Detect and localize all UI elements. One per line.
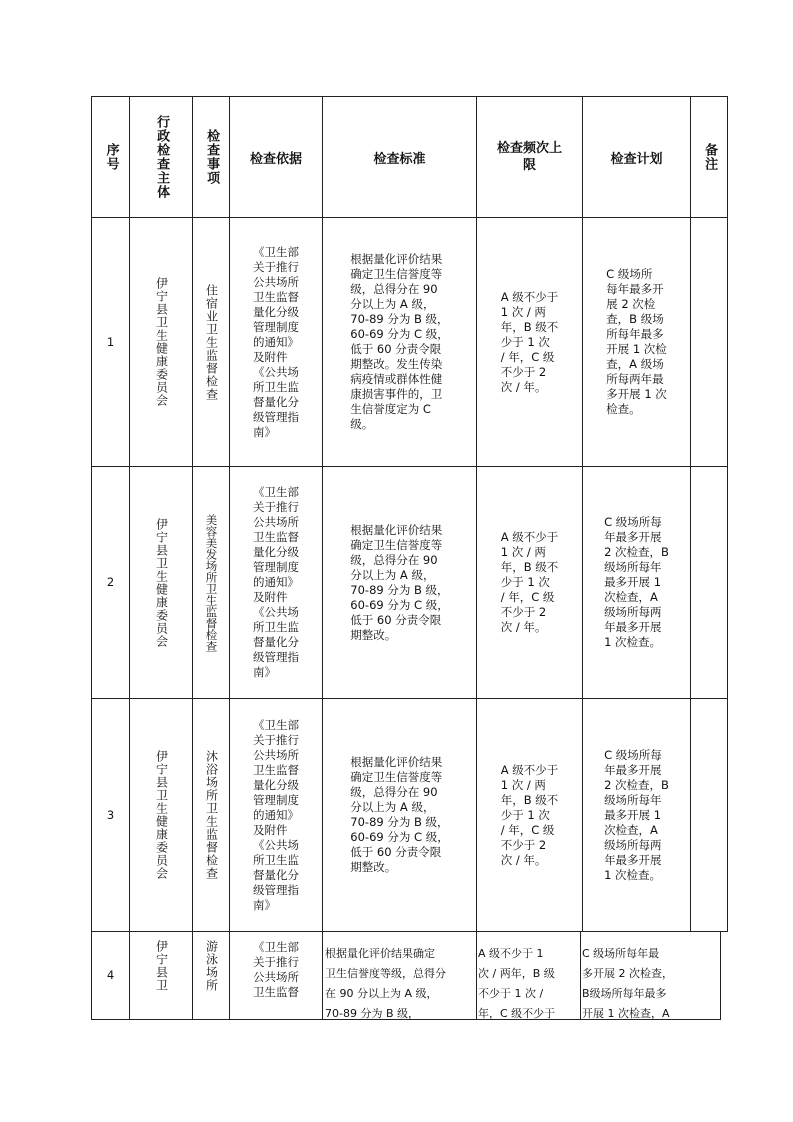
- row-3-basis: 《卫生部 关于推行 公共场所 卫生监督 量化分级 管理制度 的通知》 及附件 《公共场 所卫生监 督量化分 级管理指 南》: [253, 717, 299, 912]
- header-note: [691, 97, 727, 217]
- row-1-num: 1: [106, 334, 115, 349]
- row-2-basis: 《卫生部 关于推行 公共场所 卫生监督 量化分级 管理制度 的通知》 及附件 《公共场 所卫生监 督量化分 级管理指 南》: [253, 485, 299, 679]
- header-subject: [130, 97, 192, 217]
- header-freq: [477, 97, 582, 217]
- row-1-subject: 伊宁县卫生健康委员会: [154, 277, 169, 407]
- row-1-item: 住宿业卫生监督检查: [204, 283, 219, 401]
- row-4-freq: A 级不少于 1 次 / 两年，B 级 不少于 1 次 / 年，C 级不少于: [478, 947, 556, 1019]
- row-3-subject: 伊宁县卫生健康委员会: [154, 750, 169, 880]
- row-3-num: 3: [106, 807, 115, 822]
- header-note-label: 备注: [702, 143, 718, 171]
- header-basis: [230, 97, 322, 217]
- row-1-freq: A 级不少于 1 次 / 两 年，B 级不 少于 1 次 / 年，C 级 不少于 2 次 / 年。: [500, 289, 559, 394]
- row-1-basis: 《卫生部 关于推行 公共场所 卫生监督 量化分级 管理制度 的通知》 及附件 《公共场 所卫生监 督量化分 级管理指 南》: [253, 244, 299, 439]
- row-3-freq: A 级不少于 1 次 / 两 年，B 级不 少于 1 次 / 年，C 级 不少于 2 次 / 年。: [500, 762, 559, 867]
- header-seq-label: 序号: [103, 143, 119, 171]
- col-divider: [476, 931, 477, 1020]
- col-divider: [690, 96, 691, 932]
- row-3-standard: 根据量化评价结果 确定卫生信誉度等 级，总得分在 90 分以上为 A 级， 70-89 分为 B 级， 60-69 分为 C 级， 低于 60 分责令限 期整改。: [350, 755, 449, 874]
- header-item: [193, 97, 229, 217]
- row-4-subject: 伊宁县卫: [154, 940, 169, 992]
- col-divider: [580, 931, 581, 1020]
- header-subject-label: 行政检查主体: [154, 115, 170, 199]
- header-item-label: 检查事项: [204, 129, 220, 185]
- row-3-item: 沐浴场所卫生监督检查: [204, 750, 219, 880]
- row-2-plan: C 级场所每 年最多开展 2 次检查，B 级场所每年 最多开展 1 次检查，A 级场所每两 年最多开展 1 次检查。: [604, 515, 669, 649]
- header-freq-label: 检查频次上限: [496, 141, 562, 173]
- row-4-num: 4: [106, 968, 115, 982]
- row-1-standard: 根据量化评价结果 确定卫生信誉度等 级，总得分在 90 分以上为 A 级， 70-89 分为 B 级， 60-69 分为 C 级， 低于 60 分责令限 期整改。发生传染 病疫情或群体性健 康损害事件的，卫 生信誉度定为 C 级。: [350, 252, 449, 431]
- row-3-plan: C 级场所每 年最多开展 2 次检查，B 级场所每年 最多开展 1 次检查，A 级场所每两 年最多开展 1 次检查。: [604, 747, 669, 882]
- row-1-plan: C 级场所 每年最多开 展 2 次检 查，B 级场 所每年最多 开展 1 次检 查，A 级场 所每两年最 多开展 1 次 检查。: [606, 267, 667, 416]
- header-plan-label: 检查计划: [610, 151, 663, 167]
- row-4-basis: 《卫生部 关于推行 公共场所 卫生监督: [253, 940, 299, 999]
- row-2-freq: A 级不少于 1 次 / 两 年，B 级不 少于 1 次 / 年，C 级 不少于 2 次 / 年。: [500, 530, 559, 634]
- header-basis-label: 检查依据: [249, 151, 302, 167]
- row-2-standard: 根据量化评价结果 确定卫生信誉度等 级，总得分在 90 分以上为 A 级， 70-89 分为 B 级， 60-69 分为 C 级， 低于 60 分责令限 期整改。: [350, 522, 449, 642]
- header-standard-label: 检查标准: [373, 151, 426, 167]
- header-standard: [323, 97, 476, 217]
- row-4-item: 游泳场所: [204, 940, 219, 992]
- row-2-subject: 伊宁县卫生健康委员会: [154, 517, 169, 648]
- row-4-standard: 根据量化评价结果确定 卫生信誉度等级，总得分 在 90 分以上为 A 级， 70-89 分为 B 级，: [325, 947, 446, 1019]
- header-plan: [583, 97, 690, 217]
- header-seq: [92, 97, 129, 217]
- row-4-plan: C 级场所每年最 多开展 2 次检查， B级场所每年最多 开展 1 次检查，A: [582, 947, 673, 1019]
- row-2-item: 美容美发场所卫生监督检查: [204, 513, 219, 652]
- col-divider: [322, 931, 323, 1020]
- row-2-num: 2: [106, 575, 115, 589]
